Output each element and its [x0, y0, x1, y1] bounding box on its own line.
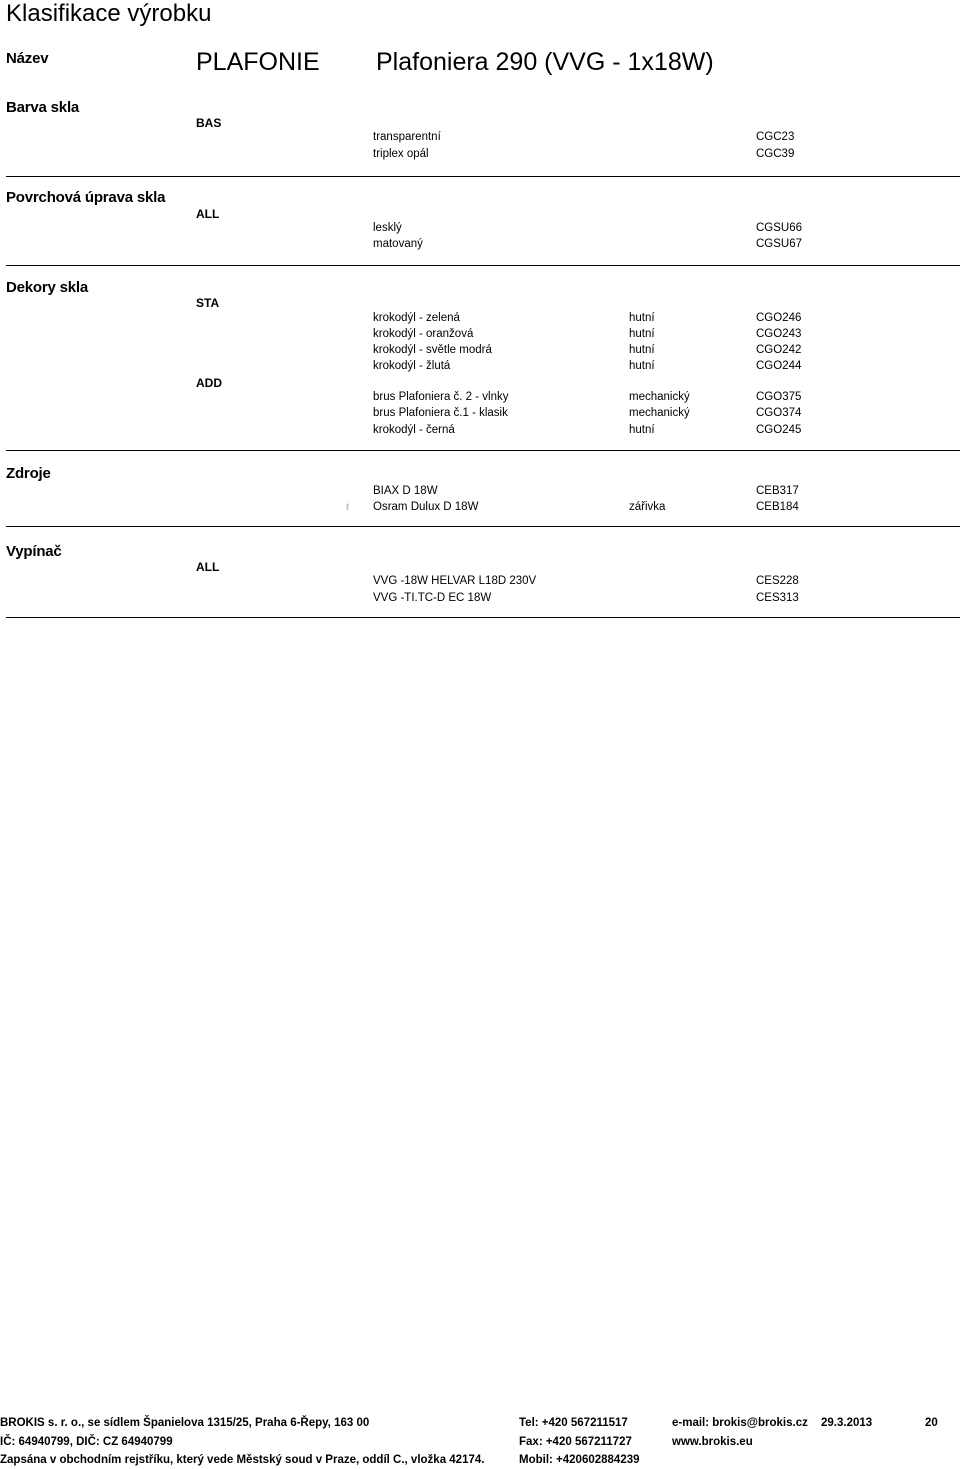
- row-type: mechanický: [629, 391, 690, 403]
- product-category: PLAFONIE: [196, 48, 320, 76]
- footer-tel: Tel: +420 567211517: [519, 1417, 628, 1429]
- row-code: CGO243: [756, 328, 802, 340]
- page-number: 20: [925, 1417, 938, 1429]
- section-divider: [6, 265, 960, 266]
- row-name: BIAX D 18W: [373, 485, 438, 497]
- row-name: krokodýl - oranžová: [373, 328, 474, 340]
- row-type: mechanický: [629, 407, 690, 419]
- row-type: zářivka: [629, 501, 666, 513]
- row-code: CEB184: [756, 501, 799, 513]
- footer-ids: IČ: 64940799, DIČ: CZ 64940799: [0, 1436, 173, 1448]
- section-divider: [6, 617, 960, 618]
- row-code: CGC39: [756, 148, 795, 160]
- row-name: krokodýl - černá: [373, 424, 455, 436]
- row-name: brus Plafoniera č. 2 - vlnky: [373, 391, 509, 403]
- section-header-zdroje: Zdroje: [6, 465, 51, 482]
- section-header-vypinac: Vypínač: [6, 543, 62, 560]
- row-code: CGO245: [756, 424, 802, 436]
- row-code: CEB317: [756, 485, 799, 497]
- row-name: krokodýl - zelená: [373, 312, 460, 324]
- footer-date: 29.3.2013: [821, 1417, 873, 1429]
- row-name: VVG -18W HELVAR L18D 230V: [373, 575, 537, 587]
- row-name: Osram Dulux D 18W: [373, 501, 479, 513]
- section-header-povrchova-uprava: Povrchová úprava skla: [6, 189, 166, 206]
- row-code: CGO374: [756, 407, 802, 419]
- row-type: hutní: [629, 328, 655, 340]
- page-title: Klasifikace výrobku: [6, 0, 212, 27]
- group-code-sta: STA: [196, 296, 220, 310]
- row-name: lesklý: [373, 222, 402, 234]
- row-code: CGO244: [756, 360, 802, 372]
- product-name: Plafoniera 290 (VVG - 1x18W): [376, 48, 714, 76]
- row-name: transparentní: [373, 131, 441, 143]
- row-name: brus Plafoniera č.1 - klasik: [373, 407, 508, 419]
- row-type: hutní: [629, 424, 655, 436]
- row-name: matovaný: [373, 238, 423, 250]
- group-code-all: ALL: [196, 207, 220, 221]
- row-code: CGO375: [756, 391, 802, 403]
- section-header-dekory-skla: Dekory skla: [6, 279, 89, 296]
- group-code-add: ADD: [196, 376, 222, 390]
- footer-mobil: Mobil: +420602884239: [519, 1454, 640, 1466]
- row-name: krokodýl - světle modrá: [373, 344, 492, 356]
- marker-icon: ℓ: [346, 502, 349, 512]
- name-label: Název: [6, 50, 49, 67]
- group-code-bas: BAS: [196, 116, 222, 130]
- row-type: hutní: [629, 344, 655, 356]
- footer-fax: Fax: +420 567211727: [519, 1436, 632, 1448]
- footer-company: BROKIS s. r. o., se sídlem Španielova 1315/25, Praha 6-Řepy, 163 00: [0, 1417, 370, 1429]
- section-divider: [6, 526, 960, 527]
- row-code: CGO242: [756, 344, 802, 356]
- section-divider: [6, 176, 960, 177]
- row-name: krokodýl - žlutá: [373, 360, 451, 372]
- row-type: hutní: [629, 312, 655, 324]
- row-name: triplex opál: [373, 148, 429, 160]
- section-header-barva-skla: Barva skla: [6, 99, 80, 116]
- row-code: CGSU66: [756, 222, 803, 234]
- row-name: VVG -TI.TC-D EC 18W: [373, 592, 492, 604]
- row-code: CGSU67: [756, 238, 803, 250]
- row-code: CES228: [756, 575, 799, 587]
- row-code: CGC23: [756, 131, 795, 143]
- group-code-all: ALL: [196, 560, 220, 574]
- row-code: CGO246: [756, 312, 802, 324]
- row-code: CES313: [756, 592, 799, 604]
- footer-web: www.brokis.eu: [672, 1436, 753, 1448]
- footer-email: e-mail: brokis@brokis.cz: [672, 1417, 808, 1429]
- section-divider: [6, 450, 960, 451]
- row-type: hutní: [629, 360, 655, 372]
- footer-register: Zapsána v obchodním rejstříku, který vede Městský soud v Praze, oddíl C., vložka 42174.: [0, 1454, 485, 1466]
